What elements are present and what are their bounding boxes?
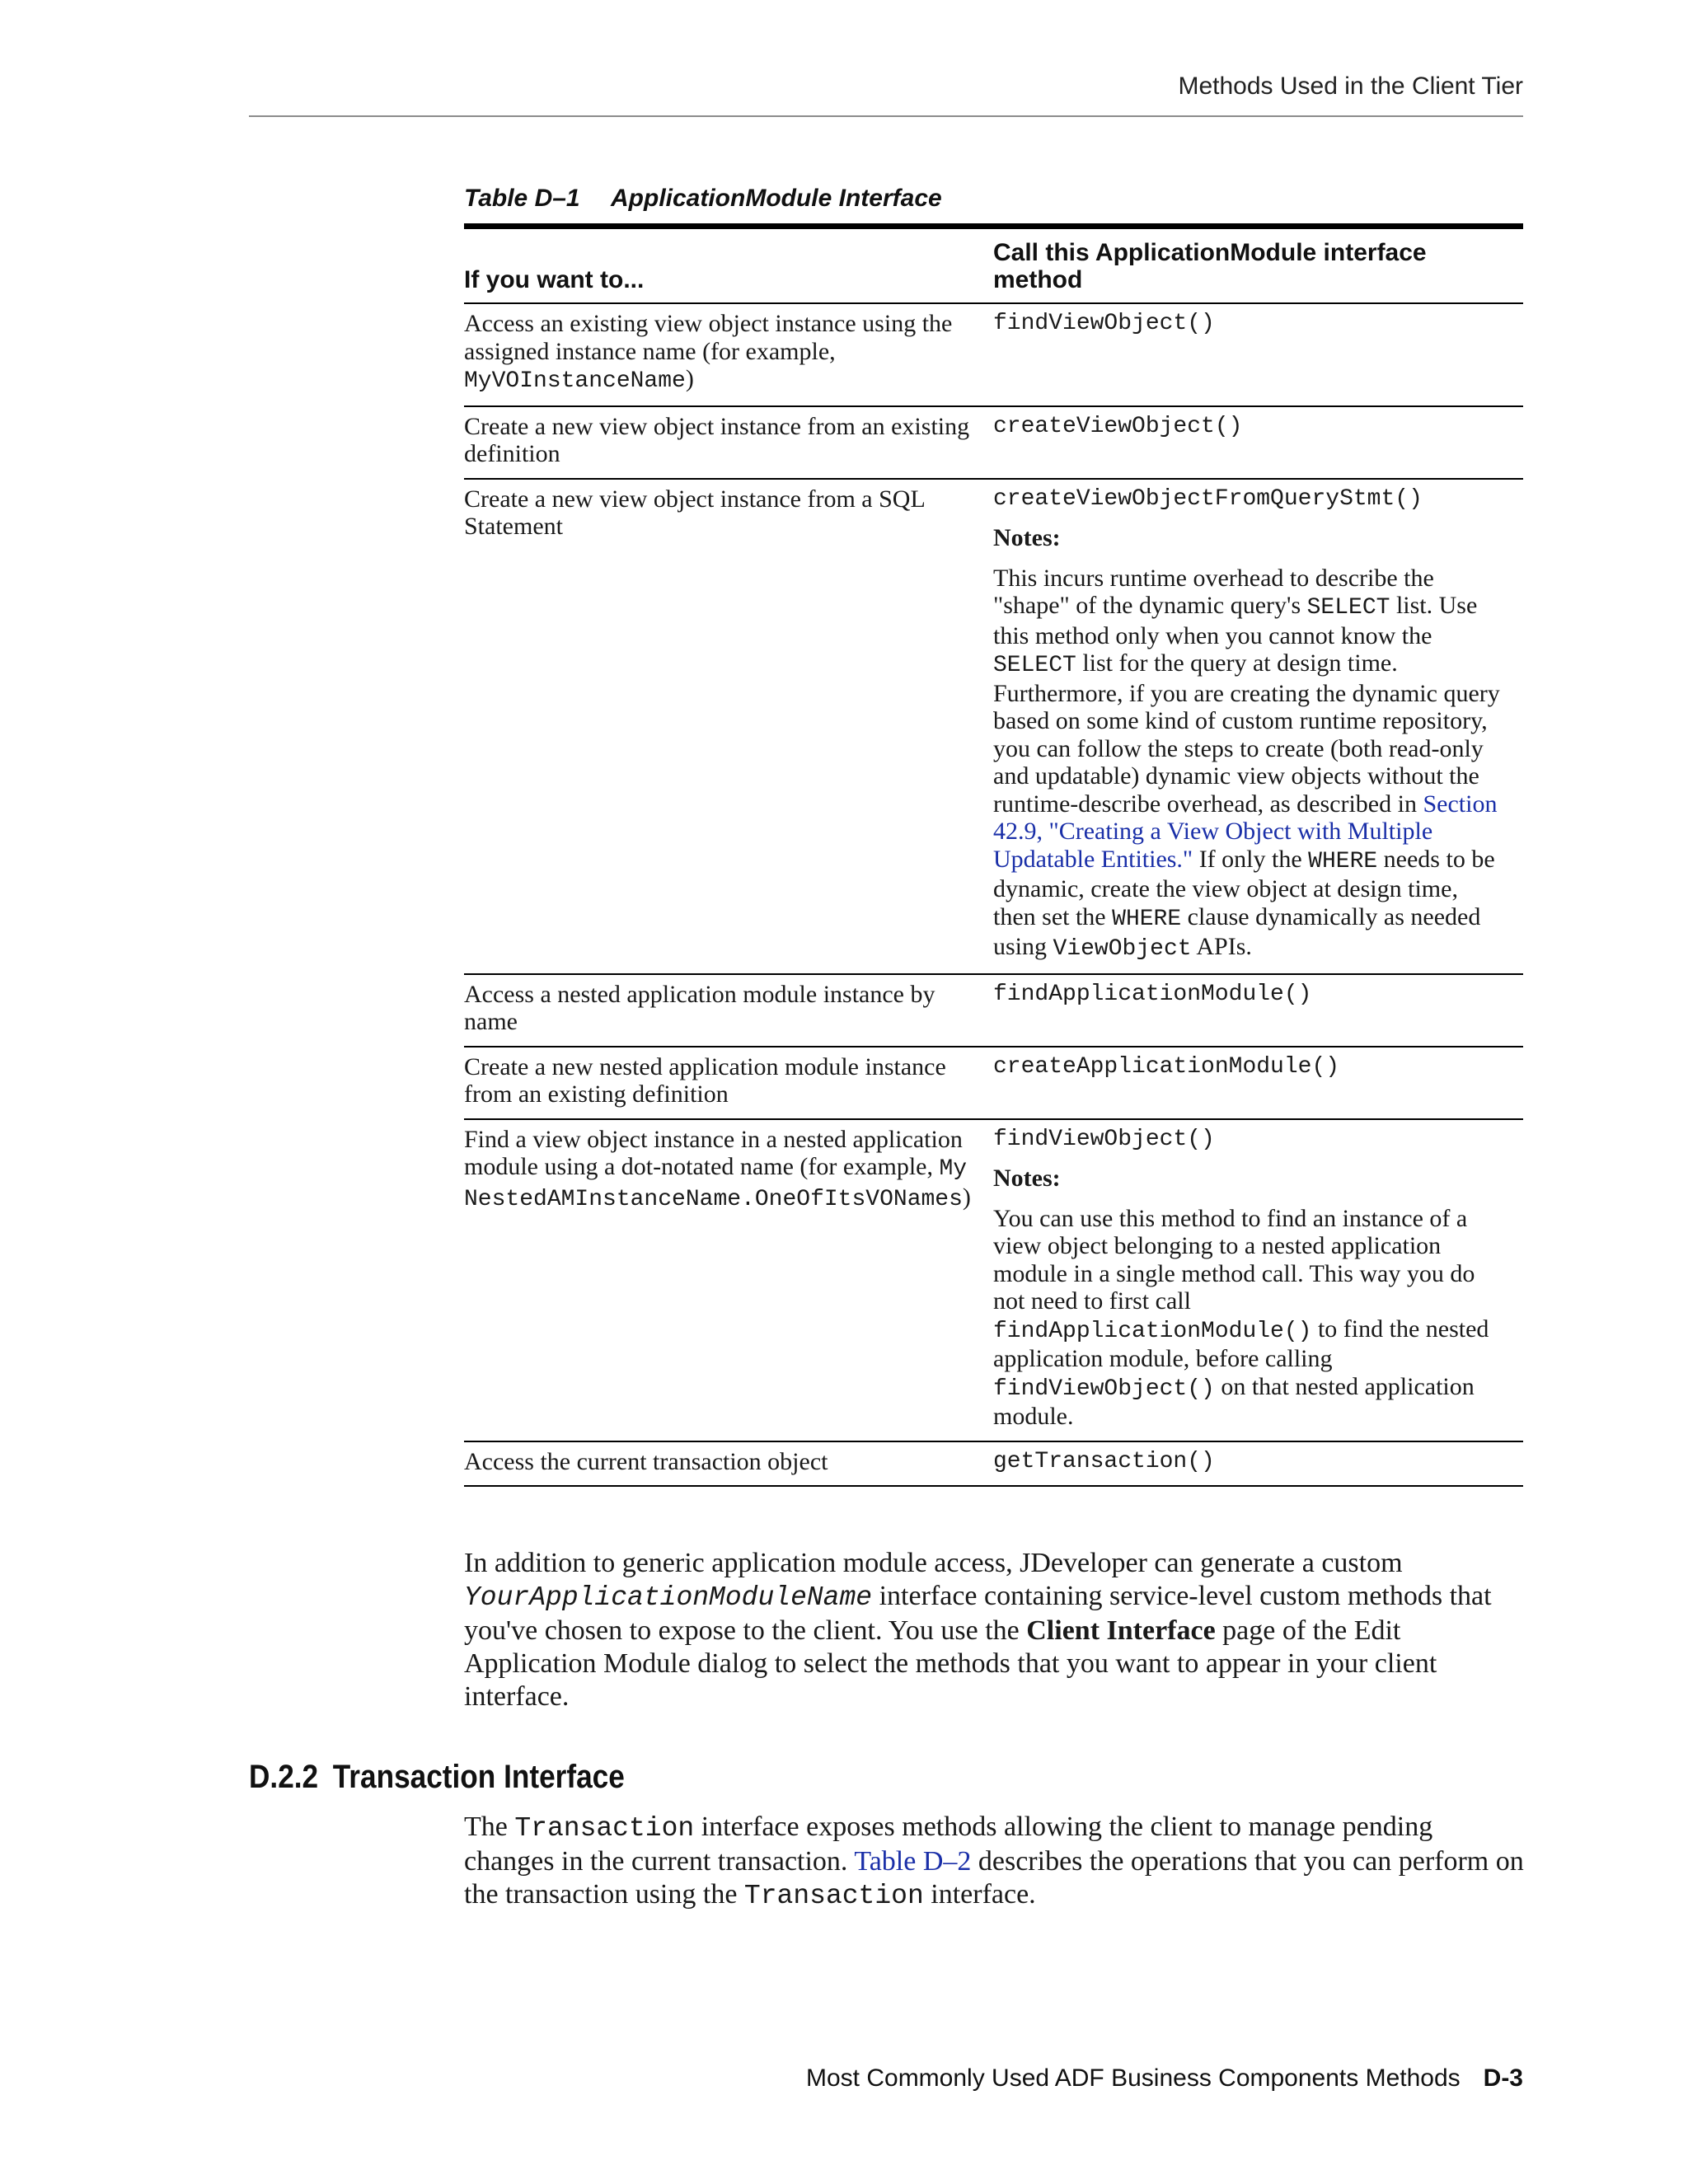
method-name: createViewObject()	[993, 413, 1243, 439]
running-header: Methods Used in the Client Tier	[1178, 73, 1523, 100]
client-interface-paragraph: In addition to generic application module access, JDeveloper can generate a custom YourApplicationModuleName interface containing service-level custom methods that you've chosen to expose to the client. You use the Client Interface page of the Edit Application Module dialog to select the methods that you want to appear in your client interface.	[464, 1548, 1492, 1712]
method-name: createApplicationModule()	[993, 1053, 1340, 1080]
section-number: D.2.2	[249, 1759, 319, 1795]
method-name: findApplicationModule()	[993, 981, 1312, 1007]
method-cell	[993, 479, 1523, 974]
table-caption	[464, 185, 942, 213]
method-cell	[993, 1441, 1523, 1487]
method-cell	[993, 406, 1523, 479]
header-rule	[249, 115, 1523, 117]
table-d2-link[interactable]: Table D–2	[854, 1846, 972, 1877]
method-name: findViewObject()	[993, 311, 1215, 336]
notes-label: Notes:	[993, 1165, 1061, 1192]
page-footer	[806, 2064, 1523, 2093]
notes-label: Notes:	[993, 524, 1061, 551]
table-row	[464, 303, 1523, 406]
task-cell: Create a new view object instance from a SQL Statement	[464, 479, 993, 974]
table-caption-title: ApplicationModule Interface	[611, 185, 942, 212]
method-name: getTransaction()	[993, 1448, 1215, 1474]
method-name: createViewObjectFromQueryStmt()	[993, 485, 1423, 512]
section-heading	[249, 1759, 625, 1796]
method-cell	[993, 974, 1523, 1047]
task-cell: Access the current transaction object	[464, 1441, 993, 1487]
column-header-task: If you want to...	[464, 227, 993, 304]
method-cell	[993, 303, 1523, 406]
table-row	[464, 974, 1523, 1047]
task-cell: Access an existing view object instance using the assigned instance name (for example, MyVOInstanceName)	[464, 303, 993, 406]
table-row	[464, 479, 1523, 974]
table-header-row	[464, 227, 1523, 304]
table-row	[464, 1441, 1523, 1487]
table-row	[464, 406, 1523, 479]
footer-title: Most Commonly Used ADF Business Components Methods	[806, 2064, 1461, 2092]
task-cell: Create a new nested application module instance from an existing definition	[464, 1047, 993, 1119]
section-title: Transaction Interface	[332, 1759, 625, 1795]
transaction-paragraph: The Transaction interface exposes methods allowing the client to manage pending changes in the current transaction. Table D–2 describes the operations that you can perform on the transaction using the Transaction interface.	[464, 1811, 1524, 1911]
page-number: D-3	[1483, 2064, 1523, 2092]
notes-text: This incurs runtime overhead to describe the "shape" of the dynamic query's SELECT list. Use this method only when you cannot know the SELECT list for the query at design time. Furthermore, if you are creating the dynamic query based on some kind of custom runtime repository, you can follow the steps to create (both read-only and updatable) dynamic view objects without the runtime-describe overhead, as described in Section 42.9, "Creating a View Object with Multiple Updatable Entities." If only the WHERE needs to be dynamic, create the view object at design time, then set the WHERE clause dynamically as needed using ViewObject APIs.	[993, 564, 1500, 962]
method-cell	[993, 1119, 1523, 1441]
table-row	[464, 1119, 1523, 1441]
section-42-9-link[interactable]: Section 42.9, "Creating a View Object with Multiple Updatable Entities."	[993, 790, 1498, 873]
task-cell: Access a nested application module instance by name	[464, 974, 993, 1047]
column-header-method: Call this ApplicationModule interface method	[993, 227, 1523, 304]
table-caption-number: Table D–1	[464, 185, 580, 212]
method-cell	[993, 1047, 1523, 1119]
task-cell: Create a new view object instance from an existing definition	[464, 406, 993, 479]
notes-text: You can use this method to find an instance of a view object belonging to a nested application module in a single method call. This way you do not need to first call findApplicationModule() to find the nested application module, before calling findViewObject() on that nested application module.	[993, 1204, 1489, 1430]
application-module-table	[464, 223, 1523, 1487]
method-name: findViewObject()	[993, 1126, 1215, 1152]
task-cell: Find a view object instance in a nested application module using a dot-notated name (for example, MyNestedAMInstanceName.OneOfItsVONames)	[464, 1119, 993, 1441]
table-row	[464, 1047, 1523, 1119]
